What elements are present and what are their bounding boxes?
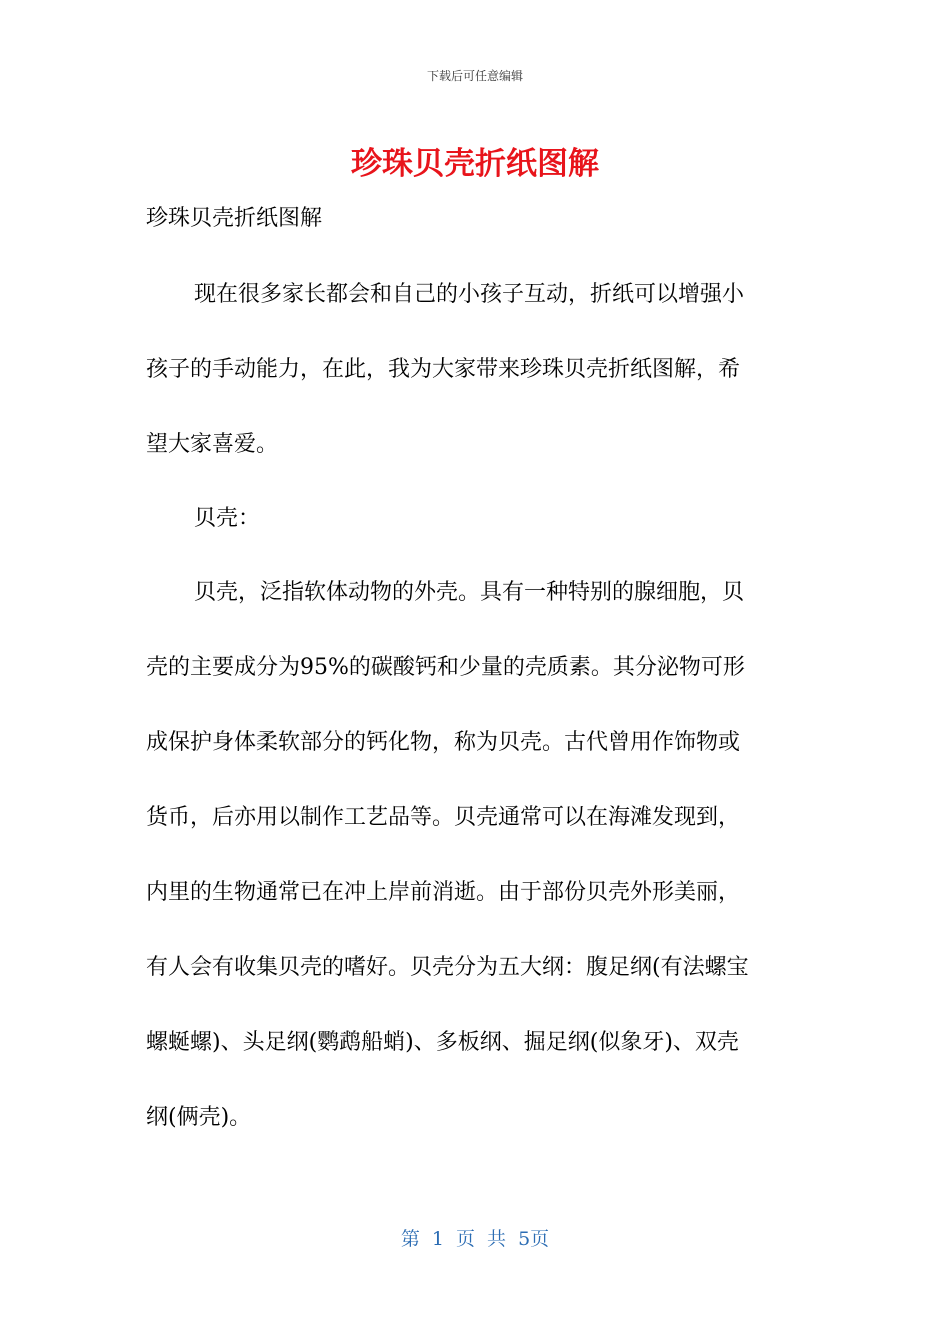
document-subtitle: 珍珠贝壳折纸图解 [146,206,323,231]
paragraph-line: 成保护身体柔软部分的钙化物，称为贝壳。古代曾用作饰物或 [146,730,741,755]
paragraph-line: 壳的主要成分为95%的碳酸钙和少量的壳质素。其分泌物可形 [146,655,745,680]
document-title: 珍珠贝壳折纸图解 [351,146,599,182]
paragraph-line: 螺蜒螺)、头足纲(鹦鹉船蛸)、多板纲、掘足纲(似象牙)、双壳 [146,1030,739,1055]
paragraph-line: 内里的生物通常已在冲上岸前消逝。由于部份贝壳外形美丽， [146,880,741,905]
paragraph-line: 孩子的手动能力，在此，我为大家带来珍珠贝壳折纸图解，希 [146,357,741,382]
paragraph-line: 现在很多家长都会和自己的小孩子互动，折纸可以增强小 [194,282,745,307]
page-header: 下载后可任意编辑 [426,69,523,83]
page-number-footer: 第 1 页 共 5页 [400,1228,550,1250]
paragraph-line: 货币，后亦用以制作工艺品等。贝壳通常可以在海滩发现到， [146,805,741,830]
paragraph-line: 有人会有收集贝壳的嗜好。贝壳分为五大纲：腹足纲(有法螺宝 [146,955,749,980]
paragraph-line: 望大家喜爱。 [146,432,279,457]
paragraph-line: 贝壳： [194,506,261,531]
paragraph-line: 贝壳，泛指软体动物的外壳。具有一种特别的腺细胞，贝 [194,580,745,605]
paragraph-line: 纲(俩壳)。 [146,1105,252,1130]
